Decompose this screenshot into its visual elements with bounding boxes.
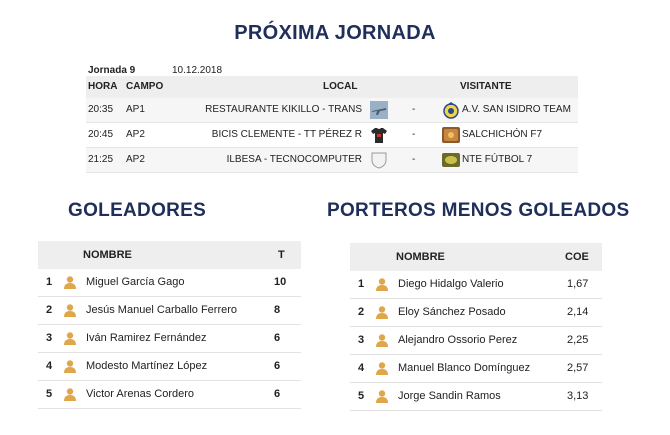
header-time: HORA: [88, 81, 118, 92]
avatar-icon: [63, 359, 77, 373]
header-goals: T: [278, 249, 285, 261]
match-home-team[interactable]: ILBESA - TECNOCOMPUTER: [226, 154, 362, 165]
match-time: 20:45: [88, 129, 114, 140]
match-field: AP1: [126, 104, 145, 115]
scorer-position: 3: [46, 332, 53, 344]
keeper-name[interactable]: Alejandro Ossorio Perez: [398, 334, 518, 346]
nte-crest-icon: [442, 151, 460, 169]
scorer-goals: 10: [274, 276, 287, 288]
match-separator: -: [412, 129, 416, 140]
avatar-icon: [375, 333, 389, 347]
header-name: NOMBRE: [83, 249, 132, 261]
keeper-name[interactable]: Manuel Blanco Domínguez: [398, 362, 531, 374]
keepers-header: [350, 243, 602, 271]
round-label: Jornada 9: [88, 65, 136, 76]
scorer-row[interactable]: [38, 381, 301, 409]
keeper-row[interactable]: [350, 327, 602, 355]
avatar-icon: [375, 277, 389, 291]
match-row[interactable]: [86, 123, 578, 148]
scorer-position: 4: [46, 360, 53, 372]
keeper-name[interactable]: Eloy Sánchez Posado: [398, 306, 506, 318]
keeper-name[interactable]: Jorge Sandin Ramos: [398, 390, 501, 402]
scorer-name[interactable]: Iván Ramirez Fernández: [86, 332, 207, 344]
match-row[interactable]: [86, 148, 578, 173]
plane-crest-icon: [370, 101, 388, 119]
avatar-icon: [375, 389, 389, 403]
next-round-table: [86, 62, 578, 173]
scorer-row[interactable]: [38, 353, 301, 381]
keeper-position: 3: [358, 334, 365, 346]
keeper-row[interactable]: [350, 271, 602, 299]
keeper-row[interactable]: [350, 383, 602, 411]
keeper-position: 2: [358, 306, 365, 318]
header-home: LOCAL: [323, 81, 358, 92]
keeper-coefficient: 2,14: [567, 306, 589, 318]
keeper-coefficient: 2,57: [567, 362, 589, 374]
match-time: 20:35: [88, 104, 114, 115]
scorer-row[interactable]: [38, 297, 301, 325]
match-field: AP2: [126, 129, 145, 140]
avatar-icon: [375, 305, 389, 319]
scorer-name[interactable]: Jesús Manuel Carballo Ferrero: [86, 304, 238, 316]
blank-shield-icon: [370, 151, 388, 169]
match-separator: -: [412, 154, 416, 165]
keepers-title: PORTEROS MENOS GOLEADOS: [327, 200, 630, 221]
round-date: 10.12.2018: [172, 65, 223, 76]
scorer-position: 5: [46, 388, 53, 400]
match-time: 21:25: [88, 154, 114, 165]
san-isidro-crest-icon: [442, 101, 460, 119]
avatar-icon: [63, 275, 77, 289]
scorers-title: GOLEADORES: [68, 200, 207, 221]
keeper-position: 4: [358, 362, 365, 374]
match-row[interactable]: [86, 98, 578, 123]
scorer-name[interactable]: Miguel García Gago: [86, 276, 185, 288]
next-round-title: PRÓXIMA JORNADA: [234, 22, 436, 44]
avatar-icon: [63, 387, 77, 401]
scorer-row[interactable]: [38, 325, 301, 353]
keeper-coefficient: 3,13: [567, 390, 589, 402]
header-field: CAMPO: [126, 81, 164, 92]
keeper-coefficient: 2,25: [567, 334, 589, 346]
scorer-goals: 6: [274, 360, 281, 372]
next-round-header: [86, 76, 578, 98]
shirt-crest-icon: [370, 126, 388, 144]
keeper-row[interactable]: [350, 299, 602, 327]
match-away-team[interactable]: SALCHICHÓN F7: [462, 129, 543, 140]
scorer-name[interactable]: Victor Arenas Cordero: [86, 388, 195, 400]
keeper-position: 1: [358, 278, 365, 290]
scorer-row[interactable]: [38, 269, 301, 297]
scorers-header: [38, 241, 301, 269]
avatar-icon: [375, 361, 389, 375]
match-home-team[interactable]: BICIS CLEMENTE - TT PÉREZ R: [211, 129, 362, 140]
avatar-icon: [63, 303, 77, 317]
keeper-coefficient: 1,67: [567, 278, 589, 290]
scorer-position: 2: [46, 304, 53, 316]
scorer-position: 1: [46, 276, 53, 288]
scorer-goals: 6: [274, 332, 281, 344]
match-away-team[interactable]: A.V. SAN ISIDRO TEAM: [462, 104, 571, 115]
header-coefficient: COE: [565, 251, 589, 263]
keepers-table: [350, 243, 602, 411]
round-meta: [86, 62, 578, 76]
scorer-goals: 6: [274, 388, 281, 400]
salchichon-crest-icon: [442, 126, 460, 144]
match-separator: -: [412, 104, 416, 115]
keeper-row[interactable]: [350, 355, 602, 383]
scorer-name[interactable]: Modesto Martínez López: [86, 360, 208, 372]
keeper-position: 5: [358, 390, 365, 402]
match-home-team[interactable]: RESTAURANTE KIKILLO - TRANS: [205, 104, 362, 115]
scorer-goals: 8: [274, 304, 281, 316]
scorers-table: [38, 241, 301, 409]
header-name: NOMBRE: [396, 251, 445, 263]
match-field: AP2: [126, 154, 145, 165]
match-away-team[interactable]: NTE FÚTBOL 7: [462, 154, 533, 165]
keeper-name[interactable]: Diego Hidalgo Valerio: [398, 278, 504, 290]
header-away: VISITANTE: [460, 81, 512, 92]
avatar-icon: [63, 331, 77, 345]
